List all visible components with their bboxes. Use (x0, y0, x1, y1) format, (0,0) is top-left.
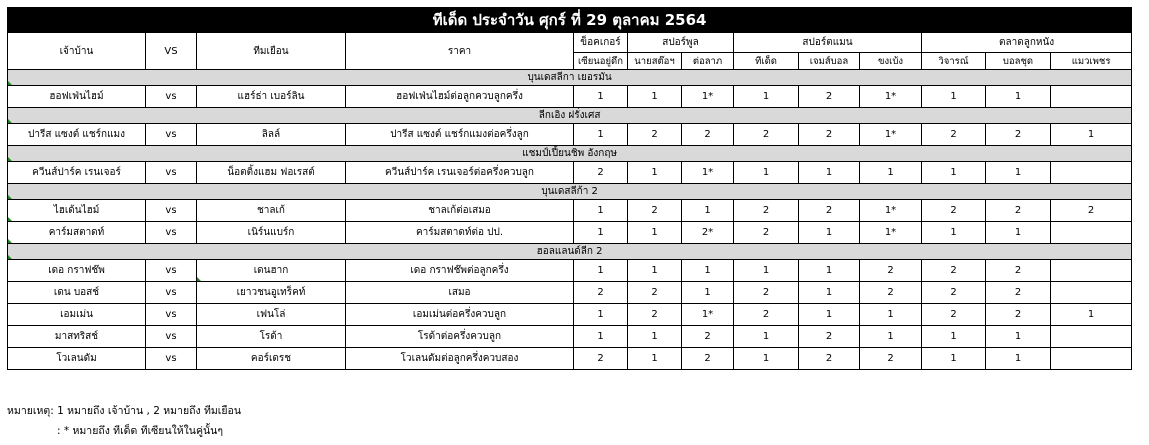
header-tipster: แมวเพชร (1051, 53, 1132, 70)
league-row (8, 146, 1132, 162)
tip-cell: 1 (1051, 124, 1132, 146)
tip-cell: 1 (628, 348, 682, 370)
tip-cell: 2 (734, 222, 799, 244)
tip-cell (1051, 282, 1132, 304)
header-tipster: ทีเด็ด (734, 53, 799, 70)
tip-cell: 1 (628, 260, 682, 282)
header-price: ราคา (346, 33, 574, 70)
tip-cell: 1 (734, 162, 799, 184)
table-row (8, 260, 1132, 282)
tip-cell: 1 (574, 222, 628, 244)
tip-cell: 1 (682, 282, 734, 304)
price-odds: ฮอฟเฟ่นไฮม์ต่อลูกควบลูกครึ่ง (346, 86, 574, 108)
tip-cell (1051, 326, 1132, 348)
tip-cell: 1 (628, 222, 682, 244)
price-odds: เสมอ (346, 282, 574, 304)
tip-cell: 1 (922, 86, 986, 108)
header-home: เจ้าบ้าน (8, 33, 146, 70)
tips-table (7, 7, 1132, 370)
header-group-sportpool: สปอร์พูล (628, 33, 734, 53)
tip-cell: 2 (799, 326, 860, 348)
tip-cell (1051, 348, 1132, 370)
league-name: บุนเดสลีก้า 2 (8, 184, 1132, 200)
tip-cell: 2 (682, 348, 734, 370)
note-line-1: หมายเหตุ: 1 หมายถึง เจ้าบ้าน , 2 หมายถึง ทีมเยือน (7, 405, 242, 417)
tip-cell: 2 (799, 124, 860, 146)
tip-cell: 1 (628, 86, 682, 108)
table-body (8, 8, 1132, 370)
tip-cell: 1 (682, 200, 734, 222)
tip-cell: 1 (799, 222, 860, 244)
price-odds: โรด้าต่อครึ่งควบลูก (346, 326, 574, 348)
tip-cell: 2 (860, 260, 922, 282)
table-row (8, 326, 1132, 348)
league-name: ฮอลแลนด์ลีก 2 (8, 244, 1132, 260)
tip-cell: 1 (574, 260, 628, 282)
tip-cell: 1 (986, 162, 1051, 184)
league-row (8, 184, 1132, 200)
tip-cell: 1 (734, 260, 799, 282)
home-team: โวเลนดัม (8, 348, 146, 370)
tip-cell: 1 (1051, 304, 1132, 326)
header-tipster: ขงเบ้ง (860, 53, 922, 70)
tip-cell: 2 (799, 200, 860, 222)
tip-cell: 1 (628, 162, 682, 184)
tip-cell: 1* (682, 86, 734, 108)
tip-cell (1051, 260, 1132, 282)
table-row (8, 222, 1132, 244)
away-team: ชาลเก้ (197, 200, 346, 222)
away-team: ลิลล์ (197, 124, 346, 146)
header-group-talad: ตลาดลูกหนัง (922, 33, 1132, 53)
tip-cell: 2 (574, 162, 628, 184)
tip-cell: 1 (799, 260, 860, 282)
cell-marker-icon (8, 217, 12, 221)
note-line-2: : * หมายถึง ทีเด็ด ทีเซียนให้ในคู่นั้นๆ (57, 425, 224, 437)
tip-cell: 2 (860, 282, 922, 304)
price-odds: เดอ กราฟช๊พต่อลูกครึ่ง (346, 260, 574, 282)
cell-marker-icon (197, 277, 201, 281)
price-odds: โวเลนดัมต่อลูกครึ่งควบสอง (346, 348, 574, 370)
vs-label: vs (146, 282, 197, 304)
tip-cell: 2 (986, 124, 1051, 146)
home-team: เดอ กราฟช๊พ (8, 260, 146, 282)
vs-label: vs (146, 304, 197, 326)
tip-cell: 2 (628, 124, 682, 146)
tip-cell: 1 (734, 326, 799, 348)
table-row (8, 282, 1132, 304)
tip-cell: 2 (682, 124, 734, 146)
table-row (8, 348, 1132, 370)
tip-cell: 1 (922, 348, 986, 370)
page-title: ทีเด็ด ประจำวัน ศุกร์ ที่ 29 ตุลาคม 2564 (8, 8, 1132, 33)
tip-cell (1051, 86, 1132, 108)
tip-cell: 1* (860, 86, 922, 108)
table-row (8, 304, 1132, 326)
vs-label: vs (146, 200, 197, 222)
tip-cell: 1 (734, 348, 799, 370)
tip-cell: 2 (986, 282, 1051, 304)
tip-cell: 1* (860, 200, 922, 222)
tip-cell: 1 (799, 282, 860, 304)
header-tipster: บอลชุด (986, 53, 1051, 70)
header-vs: VS (146, 33, 197, 70)
league-name: แชมป์เปี้ยนชิพ อังกฤษ (8, 146, 1132, 162)
tip-cell: 1 (986, 222, 1051, 244)
away-team: เนิร์นแบร์ก (197, 222, 346, 244)
tip-cell: 2 (628, 304, 682, 326)
tip-cell: 2 (922, 260, 986, 282)
tip-cell: 1 (574, 86, 628, 108)
tip-cell: 2 (986, 260, 1051, 282)
cell-marker-icon (8, 255, 12, 259)
league-row (8, 108, 1132, 124)
tip-cell: 1* (860, 222, 922, 244)
cell-marker-icon (8, 157, 12, 161)
tip-cell: 2 (734, 200, 799, 222)
tip-cell: 2 (574, 348, 628, 370)
header-group-soccer: ข็อคเกอร์ (574, 33, 628, 53)
tip-cell: 2 (574, 282, 628, 304)
away-team: แฮร์ธ่า เบอร์ลิน (197, 86, 346, 108)
tip-cell: 2 (628, 282, 682, 304)
home-team: เดน บอสช์ (8, 282, 146, 304)
tip-cell: 2 (734, 282, 799, 304)
cell-marker-icon (8, 119, 12, 123)
price-odds: ชาลเก้ต่อเสมอ (346, 200, 574, 222)
vs-label: vs (146, 348, 197, 370)
tip-cell: 1* (682, 162, 734, 184)
price-odds: ควีนส์ปาร์ค เรนเจอร์ต่อครึ่งควบลูก (346, 162, 574, 184)
tip-cell: 2 (922, 282, 986, 304)
tip-cell: 1 (734, 86, 799, 108)
tip-cell: 1* (682, 304, 734, 326)
vs-label: vs (146, 124, 197, 146)
tip-cell: 1 (986, 348, 1051, 370)
cell-marker-icon (8, 195, 12, 199)
home-team: ไฮเด้นไฮม์ (8, 200, 146, 222)
table-row (8, 86, 1132, 108)
header-away: ทีมเยือน (197, 33, 346, 70)
away-team: โรด้า (197, 326, 346, 348)
vs-label: vs (146, 326, 197, 348)
tip-cell: 2 (799, 86, 860, 108)
tip-cell: 2 (682, 326, 734, 348)
tip-cell (1051, 222, 1132, 244)
tipster-sheet (7, 7, 1131, 370)
tip-cell: 2* (682, 222, 734, 244)
tip-cell: 2 (860, 348, 922, 370)
tip-cell: 1 (628, 326, 682, 348)
league-name: บุนเดสลีกา เยอรมัน (8, 70, 1132, 86)
tip-cell: 1 (860, 162, 922, 184)
tip-cell: 1 (574, 124, 628, 146)
tip-cell: 2 (734, 124, 799, 146)
tip-cell: 1 (986, 326, 1051, 348)
header-tipster: เจมส์บอล (799, 53, 860, 70)
league-name: ลีกเอิง ฝรั่งเศส (8, 108, 1132, 124)
tip-cell: 1 (922, 326, 986, 348)
tip-cell: 1 (860, 326, 922, 348)
tip-cell: 1 (799, 304, 860, 326)
league-row (8, 244, 1132, 260)
tip-cell: 2 (922, 304, 986, 326)
away-team: เยาวชนอูเทร็คท์ (197, 282, 346, 304)
tip-cell: 1 (860, 304, 922, 326)
title-row (8, 8, 1132, 33)
vs-label: vs (146, 162, 197, 184)
tip-cell: 1* (860, 124, 922, 146)
tip-cell: 2 (799, 348, 860, 370)
table-row (8, 200, 1132, 222)
tip-cell: 2 (734, 304, 799, 326)
tip-cell (1051, 162, 1132, 184)
cell-marker-icon (8, 81, 12, 85)
header-group-sportsman: สปอร์ตแมน (734, 33, 922, 53)
notes (7, 401, 241, 441)
header-tipster: วิจารณ์ (922, 53, 986, 70)
price-odds: คาร์มสตาดท์ต่อ ปป. (346, 222, 574, 244)
vs-label: vs (146, 260, 197, 282)
header-tipster: ต่อลาภ (682, 53, 734, 70)
away-team: เฟนโล่ (197, 304, 346, 326)
tip-cell: 1 (922, 162, 986, 184)
tip-cell: 1 (574, 200, 628, 222)
vs-label: vs (146, 222, 197, 244)
home-team: เอมเม่น (8, 304, 146, 326)
home-team: ปารีส แซงต์ แชร์กแมง (8, 124, 146, 146)
vs-label: vs (146, 86, 197, 108)
tip-cell: 2 (922, 200, 986, 222)
home-team: ควีนส์ปาร์ค เรนเจอร์ (8, 162, 146, 184)
header-tipster: นายสต๊อฯ (628, 53, 682, 70)
tip-cell: 2 (986, 200, 1051, 222)
tip-cell: 1 (922, 222, 986, 244)
home-team: ฮอฟเฟ่นไฮม์ (8, 86, 146, 108)
cell-marker-icon (8, 239, 12, 243)
header-row-groups (8, 33, 1132, 53)
tip-cell: 1 (986, 86, 1051, 108)
home-team: คาร์มสตาดท์ (8, 222, 146, 244)
price-odds: เอมเม่นต่อครึ่งควบลูก (346, 304, 574, 326)
league-row (8, 70, 1132, 86)
tip-cell: 1 (799, 162, 860, 184)
tip-cell: 2 (922, 124, 986, 146)
tip-cell: 1 (574, 304, 628, 326)
tip-cell: 2 (986, 304, 1051, 326)
table-row (8, 162, 1132, 184)
away-team: น็อตติ้งแฮม ฟอเรสต์ (197, 162, 346, 184)
tip-cell: 1 (682, 260, 734, 282)
price-odds: ปารีส แซงต์ แชร์กแมงต่อครึ่งลูก (346, 124, 574, 146)
away-team: เดนฮาก (197, 260, 346, 282)
tip-cell: 2 (628, 200, 682, 222)
tip-cell: 2 (1051, 200, 1132, 222)
header-tipster: เซียนอยู่ดึก (574, 53, 628, 70)
home-team: มาสทริสช์ (8, 326, 146, 348)
tip-cell: 1 (574, 326, 628, 348)
away-team: คอร์เดรช (197, 348, 346, 370)
table-row (8, 124, 1132, 146)
